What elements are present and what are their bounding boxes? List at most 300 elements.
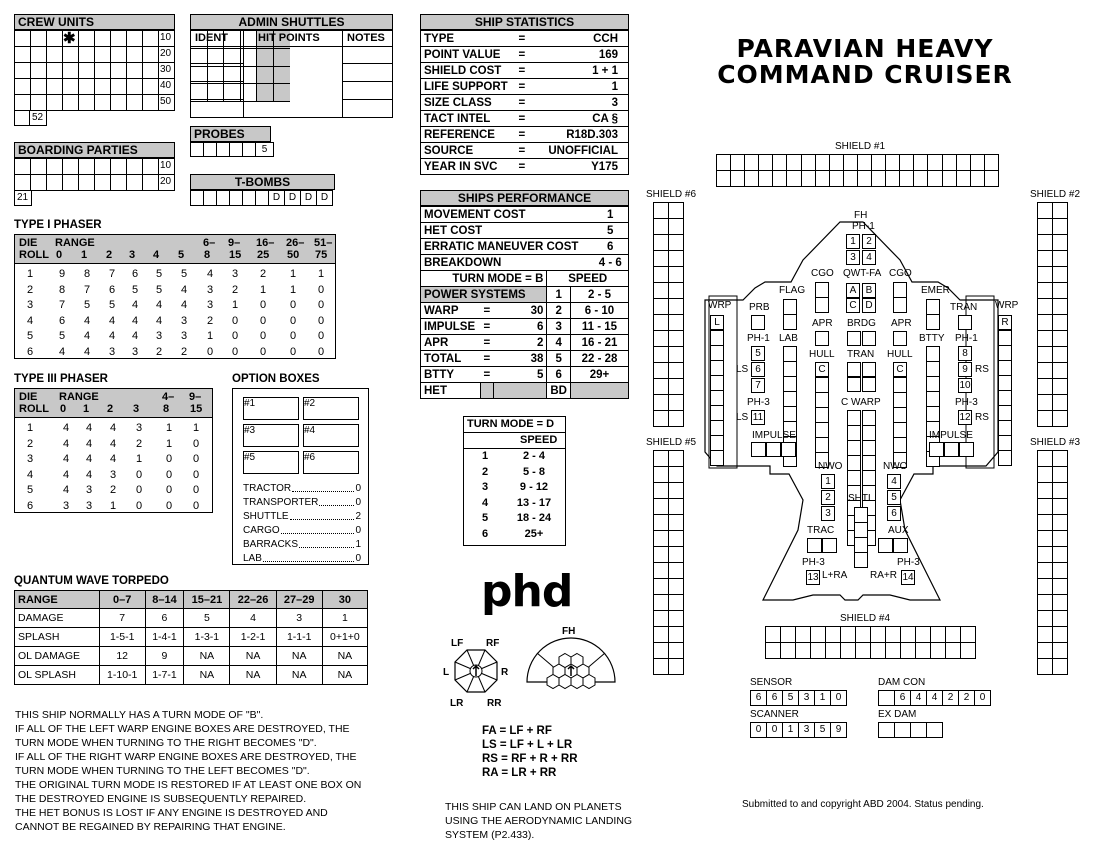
shield-2-box[interactable] <box>1053 347 1068 363</box>
impulse-box[interactable] <box>929 442 944 457</box>
cwarp-box[interactable] <box>862 410 876 426</box>
nwo-box[interactable]: 1 <box>821 474 835 489</box>
shield-2-box[interactable] <box>1038 299 1053 315</box>
cwarp-box[interactable] <box>847 410 861 426</box>
hull-box[interactable] <box>893 377 907 393</box>
shield-6-box[interactable] <box>654 411 669 427</box>
emer-box[interactable] <box>926 299 940 315</box>
warp-left-box[interactable] <box>710 450 724 466</box>
shield-1-box[interactable] <box>816 155 830 171</box>
warp-left-box[interactable]: L <box>710 315 724 330</box>
shield-1-box[interactable] <box>773 155 787 171</box>
tbomb-box[interactable] <box>217 191 230 206</box>
crew-unit-box[interactable] <box>31 63 47 79</box>
btty-box[interactable] <box>926 376 940 392</box>
cwarp-box[interactable] <box>862 425 876 441</box>
cwarp-box[interactable] <box>862 440 876 456</box>
shield-4-box[interactable] <box>901 643 916 659</box>
option-box-5[interactable]: #5 <box>243 451 299 474</box>
shield-3-box[interactable] <box>1053 531 1068 547</box>
boarding-party-box[interactable] <box>127 175 143 191</box>
crew-unit-box[interactable] <box>79 31 95 47</box>
crew-unit-box[interactable] <box>111 95 127 111</box>
crew-unit-box[interactable] <box>79 79 95 95</box>
shield-4-box[interactable] <box>961 643 976 659</box>
btty-box[interactable] <box>926 391 940 407</box>
shield-6-box[interactable] <box>669 315 684 331</box>
sensor-box[interactable]: 6 <box>751 691 767 706</box>
shield-4-box[interactable] <box>811 627 826 643</box>
nwo-box[interactable]: 4 <box>887 474 901 489</box>
shield-1-box[interactable] <box>914 171 928 187</box>
boarding-party-box[interactable] <box>111 175 127 191</box>
damcon-box[interactable] <box>879 691 895 706</box>
shield-1-box[interactable] <box>731 155 745 171</box>
probe-box[interactable] <box>243 143 256 157</box>
shield-5-box[interactable] <box>669 483 684 499</box>
crew-unit-box[interactable] <box>95 47 111 63</box>
boarding-party-box[interactable] <box>31 175 47 191</box>
crew-unit-box[interactable] <box>79 47 95 63</box>
shuttle-hp-box[interactable] <box>257 84 274 102</box>
shield-5-box[interactable] <box>654 643 669 659</box>
shield-5-box[interactable] <box>654 531 669 547</box>
shield-6-box[interactable] <box>669 267 684 283</box>
tran-box[interactable] <box>958 315 972 330</box>
shield-4-box[interactable] <box>931 643 946 659</box>
shield-6-box[interactable] <box>669 219 684 235</box>
shield-1-box[interactable] <box>886 171 900 187</box>
shield-2-box[interactable] <box>1053 267 1068 283</box>
shield-6-box[interactable] <box>669 395 684 411</box>
shield-6-box[interactable] <box>669 379 684 395</box>
shield-1-box[interactable] <box>830 155 844 171</box>
shield-2-box[interactable] <box>1038 219 1053 235</box>
tbomb-box[interactable] <box>243 191 256 206</box>
shield-1-box[interactable] <box>759 171 773 187</box>
shield-2-box[interactable] <box>1038 331 1053 347</box>
shield-1-box[interactable] <box>787 171 801 187</box>
shield-1-box[interactable] <box>773 171 787 187</box>
shield-2-box[interactable] <box>1053 203 1068 219</box>
shield-4-box[interactable] <box>841 643 856 659</box>
cgo-box[interactable] <box>815 282 829 298</box>
shield-5-box[interactable] <box>654 515 669 531</box>
shield-5-box[interactable] <box>669 547 684 563</box>
sensor-box[interactable]: 0 <box>831 691 847 706</box>
boarding-party-box[interactable] <box>47 159 63 175</box>
shield-6-box[interactable] <box>669 235 684 251</box>
hull-box[interactable] <box>893 422 907 438</box>
shield-3-box[interactable] <box>1053 499 1068 515</box>
shield-1-box[interactable] <box>858 171 872 187</box>
shield-3-box[interactable] <box>1053 627 1068 643</box>
shield-4-box[interactable] <box>811 643 826 659</box>
probe-box[interactable] <box>217 143 230 157</box>
crew-unit-box[interactable] <box>143 95 159 111</box>
warp-right-box[interactable] <box>998 345 1012 361</box>
shield-6-box[interactable] <box>654 331 669 347</box>
brdg-box[interactable] <box>847 331 861 346</box>
shield-1-box[interactable] <box>914 155 928 171</box>
ph3-box[interactable]: 12 <box>959 412 971 423</box>
shield-1-box[interactable] <box>928 155 942 171</box>
shield-3-box[interactable] <box>1038 467 1053 483</box>
shield-5-box[interactable] <box>669 579 684 595</box>
shield-2-box[interactable] <box>1053 251 1068 267</box>
shield-6-box[interactable] <box>669 203 684 219</box>
boarding-party-box[interactable] <box>79 175 95 191</box>
shield-2-box[interactable] <box>1053 315 1068 331</box>
shield-3-box[interactable] <box>1038 531 1053 547</box>
tran-box[interactable] <box>862 377 876 392</box>
shield-5-box[interactable] <box>669 627 684 643</box>
shield-4-box[interactable] <box>886 643 901 659</box>
shield-4-box[interactable] <box>871 643 886 659</box>
aux-box[interactable] <box>878 538 893 553</box>
shield-1-box[interactable] <box>830 171 844 187</box>
shield-1-box[interactable] <box>971 171 985 187</box>
damcon-box[interactable]: 0 <box>975 691 991 706</box>
crew-unit-box[interactable] <box>143 47 159 63</box>
boarding-party-box[interactable] <box>15 175 31 191</box>
crew-unit-box[interactable] <box>95 79 111 95</box>
cwarp-box[interactable] <box>862 470 876 486</box>
boarding-party-box[interactable] <box>111 159 127 175</box>
shield-5-box[interactable] <box>654 579 669 595</box>
shield-5-box[interactable] <box>669 659 684 675</box>
boarding-party-box[interactable] <box>15 159 31 175</box>
crew-unit-box[interactable] <box>47 79 63 95</box>
tbomb-box[interactable] <box>230 191 243 206</box>
option-box-3[interactable]: #3 <box>243 424 299 447</box>
ph3-box[interactable]: 14 <box>902 572 914 583</box>
damcon-box[interactable]: 4 <box>911 691 927 706</box>
shield-3-box[interactable] <box>1053 563 1068 579</box>
crew-unit-box[interactable] <box>111 47 127 63</box>
emer-box[interactable] <box>926 314 940 330</box>
shield-4-box[interactable] <box>946 627 961 643</box>
shield-2-box[interactable] <box>1038 411 1053 427</box>
shield-3-box[interactable] <box>1038 483 1053 499</box>
shield-2-box[interactable] <box>1038 395 1053 411</box>
crew-unit-box[interactable] <box>127 63 143 79</box>
warp-right-box[interactable] <box>998 435 1012 451</box>
shield-4-box[interactable] <box>871 627 886 643</box>
shield-4-box[interactable] <box>766 643 781 659</box>
shuttle-hp-box[interactable] <box>257 67 274 85</box>
damcon-box[interactable]: 6 <box>895 691 911 706</box>
boarding-party-box[interactable] <box>143 175 159 191</box>
shield-3-box[interactable] <box>1053 547 1068 563</box>
cwarp-box[interactable] <box>847 455 861 471</box>
crew-unit-box[interactable] <box>79 63 95 79</box>
shield-3-box[interactable] <box>1038 451 1053 467</box>
shield-3-box[interactable] <box>1038 515 1053 531</box>
boarding-party-box[interactable] <box>31 159 47 175</box>
ph1-box[interactable]: 3 <box>846 250 860 265</box>
shield-6-box[interactable] <box>654 347 669 363</box>
hull-box[interactable] <box>815 407 829 423</box>
scanner-box[interactable]: 3 <box>799 723 815 738</box>
shield-4-box[interactable] <box>931 627 946 643</box>
shield-2-box[interactable] <box>1053 331 1068 347</box>
shield-6-box[interactable] <box>654 299 669 315</box>
ph3-box[interactable]: 11 <box>752 412 764 423</box>
shield-4-box[interactable] <box>826 627 841 643</box>
shield-2-box[interactable] <box>1038 379 1053 395</box>
impulse-box[interactable] <box>959 442 974 457</box>
crew-unit-box[interactable] <box>31 95 47 111</box>
shield-3-box[interactable] <box>1038 627 1053 643</box>
cgo-box[interactable] <box>815 297 829 313</box>
damcon-box[interactable]: 2 <box>943 691 959 706</box>
shield-6-box[interactable] <box>654 235 669 251</box>
scanner-box[interactable]: 0 <box>751 723 767 738</box>
tran-box[interactable] <box>847 362 861 377</box>
crew-unit-box[interactable] <box>127 31 143 47</box>
scanner-box[interactable]: 1 <box>783 723 799 738</box>
shield-1-box[interactable] <box>717 171 731 187</box>
crew-unit-box[interactable] <box>127 79 143 95</box>
shield-4-box[interactable] <box>781 643 796 659</box>
shield-6-box[interactable] <box>669 251 684 267</box>
prb-box[interactable] <box>751 315 765 330</box>
shield-3-box[interactable] <box>1053 579 1068 595</box>
shield-5-box[interactable] <box>669 595 684 611</box>
boarding-party-box[interactable] <box>63 159 79 175</box>
shield-4-box[interactable] <box>856 643 871 659</box>
shield-5-box[interactable] <box>654 627 669 643</box>
warp-left-box[interactable] <box>710 360 724 376</box>
crew-unit-box[interactable] <box>127 95 143 111</box>
shield-1-box[interactable] <box>731 171 745 187</box>
shield-1-box[interactable] <box>872 171 886 187</box>
hull-box[interactable] <box>893 437 907 453</box>
shield-2-box[interactable] <box>1038 267 1053 283</box>
trac-box[interactable] <box>822 538 837 553</box>
shield-3-box[interactable] <box>1053 467 1068 483</box>
shield-3-box[interactable] <box>1038 643 1053 659</box>
tbomb-box[interactable] <box>191 191 204 206</box>
shield-2-box[interactable] <box>1038 235 1053 251</box>
shield-3-box[interactable] <box>1038 547 1053 563</box>
shield-5-box[interactable] <box>669 531 684 547</box>
qwt-box[interactable]: C <box>846 298 860 313</box>
shield-3-box[interactable] <box>1038 499 1053 515</box>
crew-unit-box[interactable] <box>15 47 31 63</box>
boarding-party-box[interactable] <box>47 175 63 191</box>
shield-4-box[interactable] <box>961 627 976 643</box>
shield-5-box[interactable] <box>669 451 684 467</box>
nwo-box[interactable]: 2 <box>821 490 835 505</box>
shield-1-box[interactable] <box>985 155 999 171</box>
crew-unit-box[interactable] <box>95 63 111 79</box>
shield-1-box[interactable] <box>858 155 872 171</box>
crew-unit-box[interactable] <box>95 31 111 47</box>
shuttle-hp-box[interactable] <box>257 49 274 67</box>
impulse-box[interactable] <box>781 442 796 457</box>
shield-5-box[interactable] <box>654 467 669 483</box>
ph1-box[interactable]: 5 <box>751 346 765 361</box>
boarding-party-box[interactable] <box>79 159 95 175</box>
shield-5-box[interactable] <box>654 659 669 675</box>
shield-5-box[interactable] <box>669 643 684 659</box>
shield-1-box[interactable] <box>943 155 957 171</box>
boarding-party-box[interactable] <box>143 159 159 175</box>
exdam-box[interactable] <box>911 723 927 738</box>
shield-3-box[interactable] <box>1053 451 1068 467</box>
shield-1-box[interactable] <box>787 155 801 171</box>
shield-4-box[interactable] <box>796 643 811 659</box>
crew-unit-box[interactable] <box>15 31 31 47</box>
shield-5-box[interactable] <box>654 563 669 579</box>
ph1-box[interactable]: 7 <box>751 378 765 393</box>
exdam-box[interactable] <box>879 723 895 738</box>
warp-right-box[interactable] <box>998 390 1012 406</box>
crew-unit-box[interactable] <box>47 31 63 47</box>
shield-5-box[interactable] <box>669 467 684 483</box>
shield-1-box[interactable] <box>745 155 759 171</box>
shield-4-box[interactable] <box>826 643 841 659</box>
shield-6-box[interactable] <box>654 251 669 267</box>
shield-1-box[interactable] <box>717 155 731 171</box>
sensor-box[interactable]: 5 <box>783 691 799 706</box>
shield-2-box[interactable] <box>1038 203 1053 219</box>
shield-1-box[interactable] <box>900 155 914 171</box>
cgo-box[interactable] <box>893 282 907 298</box>
shield-5-box[interactable] <box>654 611 669 627</box>
nwo-box[interactable]: 3 <box>821 506 835 521</box>
shield-4-box[interactable] <box>946 643 961 659</box>
qwt-box[interactable]: D <box>862 298 876 313</box>
shield-3-box[interactable] <box>1053 611 1068 627</box>
warp-right-box[interactable] <box>998 360 1012 376</box>
warp-right-box[interactable] <box>998 330 1012 346</box>
shield-6-box[interactable] <box>654 395 669 411</box>
hull-box[interactable] <box>815 422 829 438</box>
shield-2-box[interactable] <box>1053 219 1068 235</box>
shield-2-box[interactable] <box>1038 315 1053 331</box>
shield-1-box[interactable] <box>745 171 759 187</box>
shield-2-box[interactable] <box>1038 251 1053 267</box>
impulse-box[interactable] <box>751 442 766 457</box>
scanner-box[interactable]: 9 <box>831 723 847 738</box>
shield-1-box[interactable] <box>971 155 985 171</box>
crew-unit-box[interactable] <box>31 47 47 63</box>
shield-3-box[interactable] <box>1053 643 1068 659</box>
ph1-box[interactable]: 9 <box>958 362 972 377</box>
boarding-party-box[interactable] <box>63 175 79 191</box>
shield-2-box[interactable] <box>1053 299 1068 315</box>
tran-box[interactable] <box>847 377 861 392</box>
hull-box[interactable] <box>815 437 829 453</box>
tbomb-box[interactable] <box>204 191 217 206</box>
shield-2-box[interactable] <box>1038 347 1053 363</box>
cwarp-box[interactable] <box>847 440 861 456</box>
shield-1-box[interactable] <box>816 171 830 187</box>
warp-left-box[interactable] <box>710 345 724 361</box>
hull-box[interactable]: C <box>815 362 829 377</box>
cwarp-box[interactable] <box>862 455 876 471</box>
shield-6-box[interactable] <box>669 347 684 363</box>
crew-unit-box[interactable] <box>111 63 127 79</box>
nwo-box[interactable]: 6 <box>887 506 901 521</box>
shield-2-box[interactable] <box>1053 395 1068 411</box>
probe-box[interactable] <box>204 143 217 157</box>
warp-left-box[interactable] <box>710 420 724 436</box>
crew-unit-box[interactable] <box>63 79 79 95</box>
hull-box[interactable]: C <box>893 362 907 377</box>
shuttle-hp-box[interactable] <box>274 49 291 67</box>
shield-5-box[interactable] <box>654 499 669 515</box>
crew-unit-box[interactable] <box>15 95 31 111</box>
crew-unit-box[interactable] <box>47 47 63 63</box>
shield-4-box[interactable] <box>886 627 901 643</box>
impulse-box[interactable] <box>944 442 959 457</box>
shield-5-box[interactable] <box>669 611 684 627</box>
impulse-box[interactable] <box>766 442 781 457</box>
trac-box[interactable] <box>807 538 822 553</box>
warp-right-box[interactable]: R <box>998 315 1012 330</box>
warp-left-box[interactable] <box>710 375 724 391</box>
shield-2-box[interactable] <box>1038 283 1053 299</box>
btty-box[interactable] <box>926 346 940 362</box>
crew-unit-box[interactable] <box>63 63 79 79</box>
crew-unit-box[interactable] <box>47 63 63 79</box>
shield-3-box[interactable] <box>1053 483 1068 499</box>
crew-unit-box[interactable] <box>111 79 127 95</box>
probe-box[interactable]: 5 <box>256 143 274 157</box>
shield-1-box[interactable] <box>802 171 816 187</box>
exdam-box[interactable] <box>895 723 911 738</box>
shuttle-hp-box[interactable] <box>274 67 291 85</box>
lab-box[interactable] <box>783 391 797 407</box>
shield-5-box[interactable] <box>669 499 684 515</box>
shield-3-box[interactable] <box>1038 611 1053 627</box>
ph1-box[interactable]: 8 <box>958 346 972 361</box>
option-box-2[interactable]: #2 <box>303 397 359 420</box>
shield-1-box[interactable] <box>886 155 900 171</box>
shield-4-box[interactable] <box>916 643 931 659</box>
shield-4-box[interactable] <box>841 627 856 643</box>
boarding-party-box[interactable] <box>127 159 143 175</box>
warp-left-box[interactable] <box>710 435 724 451</box>
shtl-box[interactable] <box>854 522 868 538</box>
probe-box[interactable] <box>230 143 243 157</box>
cwarp-box[interactable] <box>847 470 861 486</box>
crew-unit-box[interactable] <box>15 63 31 79</box>
warp-left-box[interactable] <box>710 390 724 406</box>
shield-6-box[interactable] <box>669 363 684 379</box>
shield-2-box[interactable] <box>1053 363 1068 379</box>
shield-2-box[interactable] <box>1053 283 1068 299</box>
shtl-box[interactable] <box>854 507 868 523</box>
shield-4-box[interactable] <box>916 627 931 643</box>
shtl-box[interactable] <box>854 552 868 568</box>
hull-box[interactable] <box>815 392 829 408</box>
shield-5-box[interactable] <box>654 547 669 563</box>
tbomb-box[interactable] <box>256 191 269 206</box>
shtl-box[interactable] <box>854 537 868 553</box>
shield-5-box[interactable] <box>654 595 669 611</box>
warp-right-box[interactable] <box>998 420 1012 436</box>
crew-unit-box[interactable] <box>143 31 159 47</box>
shield-1-box[interactable] <box>928 171 942 187</box>
shield-3-box[interactable] <box>1038 595 1053 611</box>
flag-box[interactable] <box>783 299 797 315</box>
scanner-box[interactable]: 0 <box>767 723 783 738</box>
